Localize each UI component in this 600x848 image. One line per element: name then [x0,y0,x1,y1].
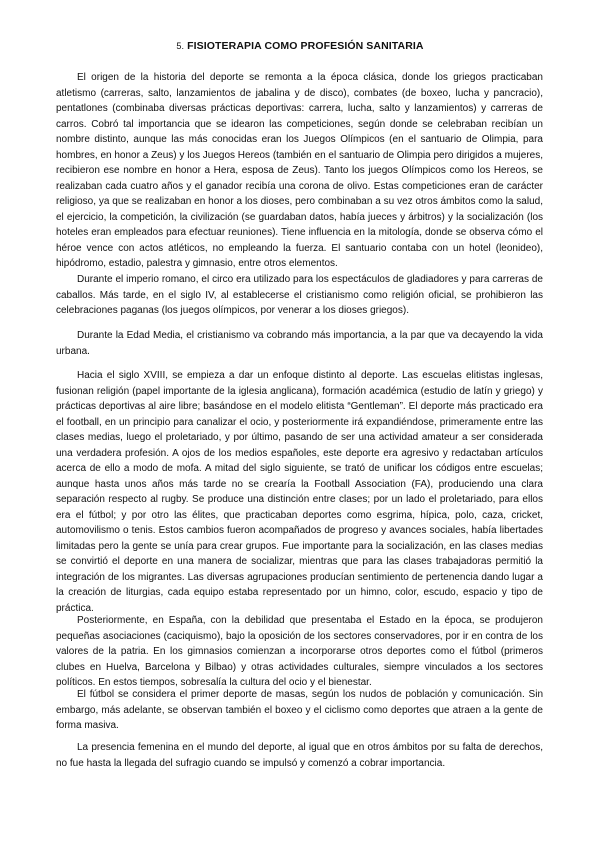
paragraph-roman-empire [56,272,543,319]
paragraph-women-sport [56,740,543,771]
section-number: 5. [176,41,185,51]
paragraph-text: Durante el imperio romano, el circo era utilizado para los espectáculos de gladiadores y para carreras de caballos. Más tarde, en el siglo IV, al establecerse el cristianismo como religión oficial, se prohibieron las celebraciones paganas (los juegos olímpicos, por venerar a los dioses griegos). [56,274,543,316]
paragraph-text: Durante la Edad Media, el cristianismo va cobrando más importancia, a la par que va decayendo la vida urbana. [56,330,543,357]
section-heading [0,40,600,52]
paragraph-greek-origins [56,70,543,272]
paragraph-spain [56,613,543,691]
paragraph-eighteenth-century [56,368,543,616]
paragraph-middle-ages [56,328,543,359]
paragraph-text: La presencia femenina en el mundo del deporte, al igual que en otros ámbitos por su falta de derechos, no fue hasta la llegada del sufragio cuando se impulsó y comenzó a cobrar importancia. [56,742,543,769]
paragraph-text: Posteriormente, en España, con la debilidad que presentaba el Estado en la época, se produjeron pequeñas asociaciones (caciquismo), bajo la oposición de los sectores conservadores, por ir en contra de los valores de la patria. En los gimnasios comienzan a incorporarse otros deportes como el fútbol (primeros clubes en Huelva, Barcelona y Bilbao) y otras actividades culturales, siempre vinculados a los sectores políticos. En estos tiempos, sobresalía la cultura del ocio y el bienestar. [56,615,543,688]
paragraph-text: El fútbol se considera el primer deporte de masas, según los nudos de población y comunicación. Sin embargo, más adelante, se observan también el boxeo y el ciclismo como deportes que atraen a la gente de forma masiva. [56,689,543,731]
paragraph-text: El origen de la historia del deporte se remonta a la época clásica, donde los griegos practicaban atletismo (carreras, salto, lanzamientos de jabalina y de disco), combates (de boxeo, lucha y pancracio), pentatlones (combinaba diversas prácticas deportivas: carrera, lucha, salto y lanzamientos) y carreras de carros. Cobró tal importancia que se idearon las competiciones, según donde se celebraban recibían un nombre distinto, aunque las más conocidas eran los Juegos Olímpicos (en el santuario de Olimpia, para hombres, en honor a Zeus) y los Juegos Hereos (también en el santuario de Olimpia pero dirigidos a mujeres, recibieron ese nombre en honor a Hera, esposa de Zeus). Tanto los juegos Olímpicos como los Hereos, se realizaban cada cuatro años y el ganador recibía una corona de olivo. Estas competiciones eran de carácter religioso, ya que se realizaban en honor a los dioses, pero combinaban a su vez otros ámbitos como la salud, el ejercicio, la competición, la civilización (se guardaban datos, había jueces y árbitros) y la socialización (los hoteles eran empleados para efectuar reuniones). Tiene influencia en la mitología, donde se observa cómo el héroe vence con actos atléticos, no empleando la fuerza. El santuario contaba con un hotel (leonideo), hipódromo, estadio, palestra y gimnasio, entre otros elementos. [56,72,543,269]
section-title: FISIOTERAPIA COMO PROFESIÓN SANITARIA [187,40,424,52]
paragraph-text: Hacia el siglo XVIII, se empieza a dar un enfoque distinto al deporte. Las escuelas elitistas inglesas, fusionan religión (papel importante de la iglesia anglicana), formación académica (estudio de latín y griego) y prácticas deportivas al aire libre; basándose en el modelo elitista “Gentleman”. El deporte más practicado era el football, en un principio para canalizar el ocio, y posteriormente irá expandiéndose, primeramente entre las clases medias, luego el proletariado, y por último, pasando de ser una actividad amateur a ser considerada una verdadera profesión. A ojos de los medios españoles, este deporte era agresivo y redactaban artículos acerca de ello a modo de mofa. A mitad del siglo siguiente, se trató de unificar los códigos entre escuelas; aunque hasta unos años más tarde no se crearía la Football Association (FA), produciendo una clara separación respecto al rugby. Se produce una distinción entre clases; por un lado el proletariado, para ellos era el fútbol; y por otro las élites, que practicaban deportes como esgrima, hípica, polo, caza, cricket, automovilismo o tenis. Estos cambios fueron acompañados de progreso y avances sociales, había libertades limitadas pero la gente se unía para crear grupos. Fue importante para la socialización, en las clases medias se convirtió el deporte en una manera de socializar, mientras que para las clases trabajadoras permitió la integración de los migrantes. Las diversas agrupaciones producían sentimiento de pertenencia dando lugar a la creación de liturgias, cada equipo estaba representado por un himno, color, escudo, espacio y tipo de práctica. [56,370,543,614]
paragraph-football-masses [56,687,543,734]
